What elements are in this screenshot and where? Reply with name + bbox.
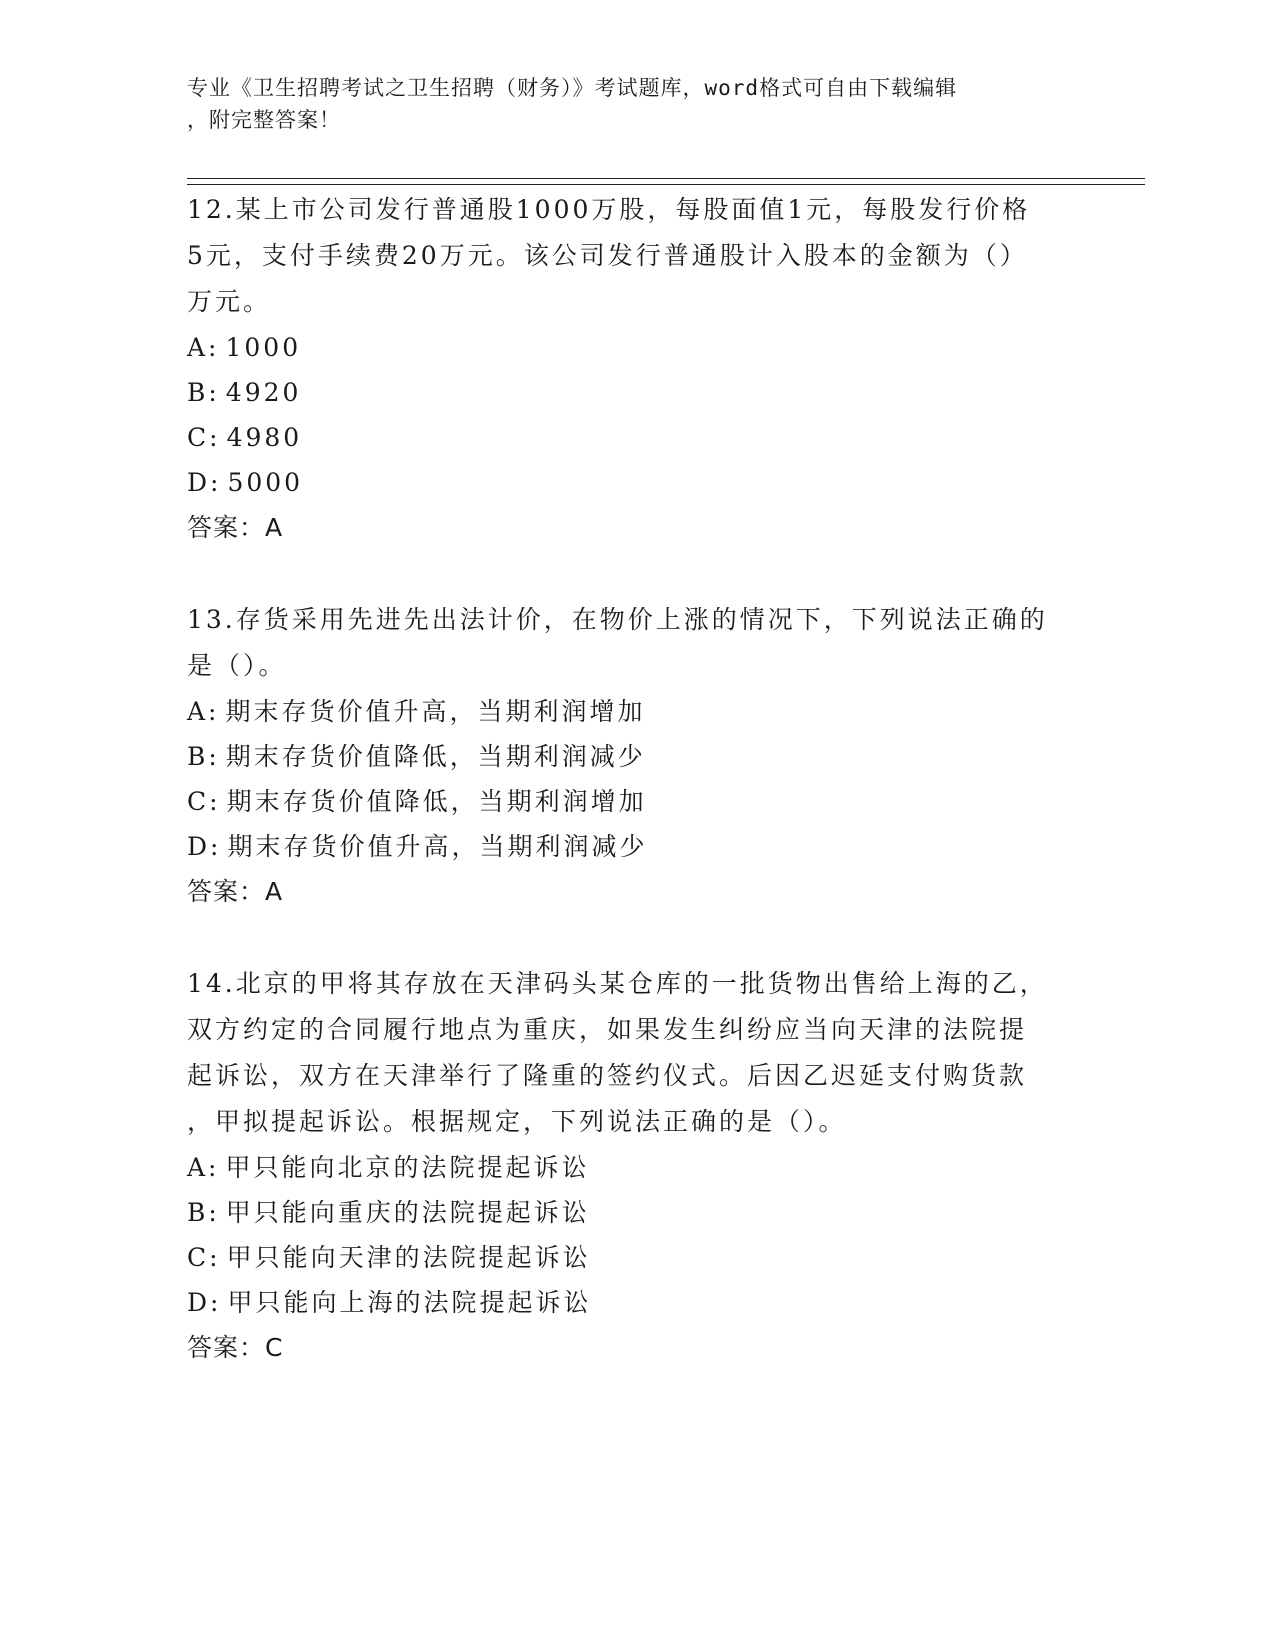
question-stem-line: 5元，支付手续费20万元。该公司发行普通股计入股本的金额为（） [187, 241, 1028, 270]
option-key: D: [187, 1288, 222, 1317]
option-text: 1000 [225, 333, 302, 362]
question-14 [187, 961, 1087, 1371]
option-text: 4980 [226, 423, 303, 452]
option-key: B: [187, 742, 220, 771]
option-key: A: [187, 697, 220, 726]
question-stem-line: 起诉讼，双方在天津举行了隆重的签约仪式。后因乙迟延支付购货款 [187, 1061, 1028, 1090]
option-b [187, 1190, 1087, 1235]
question-stem-line: 12.某上市公司发行普通股1000万股，每股面值1元，每股发行价格 [187, 195, 1031, 224]
option-text: 期末存货价值降低，当期利润增加 [226, 787, 647, 816]
question-stem-line: 万元。 [187, 287, 272, 316]
header-line-2: ，附完整答案！ [187, 108, 341, 132]
option-key: B: [187, 378, 220, 407]
option-text: 5000 [227, 468, 304, 497]
option-key: C: [187, 1243, 221, 1272]
option-d [187, 824, 1087, 869]
option-d [187, 460, 1087, 505]
header-divider-top [187, 178, 1145, 179]
option-c [187, 1235, 1087, 1280]
answer-line: 答案：A [187, 877, 284, 906]
question-stem-line: 是（）。 [187, 651, 287, 680]
option-text: 期末存货价值降低，当期利润减少 [225, 742, 646, 771]
question-stem-line: 双方约定的合同履行地点为重庆，如果发生纠纷应当向天津的法院提 [187, 1015, 1028, 1044]
option-key: D: [187, 832, 222, 861]
option-a [187, 1145, 1087, 1190]
option-key: B: [187, 1198, 220, 1227]
option-text: 4920 [225, 378, 302, 407]
question-stem-line: 13.存货采用先进先出法计价，在物价上涨的情况下，下列说法正确的 [187, 605, 1048, 634]
option-a [187, 689, 1087, 734]
option-key: C: [187, 423, 221, 452]
document-header [187, 72, 1067, 136]
question-13 [187, 597, 1087, 915]
option-a [187, 325, 1087, 370]
option-b [187, 370, 1087, 415]
header-line-1: 专业《卫生招聘考试之卫生招聘（财务）》考试题库，word格式可自由下载编辑 [187, 76, 958, 100]
option-c [187, 415, 1087, 460]
option-key: C: [187, 787, 221, 816]
header-divider-bottom [187, 184, 1145, 185]
option-text: 甲只能向天津的法院提起诉讼 [226, 1243, 591, 1272]
option-key: A: [187, 1153, 220, 1182]
option-text: 期末存货价值升高，当期利润增加 [225, 697, 646, 726]
question-stem-line: 14.北京的甲将其存放在天津码头某仓库的一批货物出售给上海的乙， [187, 969, 1048, 998]
option-text: 期末存货价值升高，当期利润减少 [227, 832, 648, 861]
option-key: A: [187, 333, 220, 362]
option-c [187, 779, 1087, 824]
option-text: 甲只能向北京的法院提起诉讼 [225, 1153, 590, 1182]
answer-line: 答案：A [187, 513, 284, 542]
answer-line: 答案：C [187, 1333, 284, 1362]
option-key: D: [187, 468, 222, 497]
option-text: 甲只能向上海的法院提起诉讼 [227, 1288, 592, 1317]
option-b [187, 734, 1087, 779]
option-text: 甲只能向重庆的法院提起诉讼 [225, 1198, 590, 1227]
question-12 [187, 187, 1087, 551]
option-d [187, 1280, 1087, 1325]
question-stem-line: ，甲拟提起诉讼。根据规定，下列说法正确的是（）。 [187, 1107, 847, 1136]
